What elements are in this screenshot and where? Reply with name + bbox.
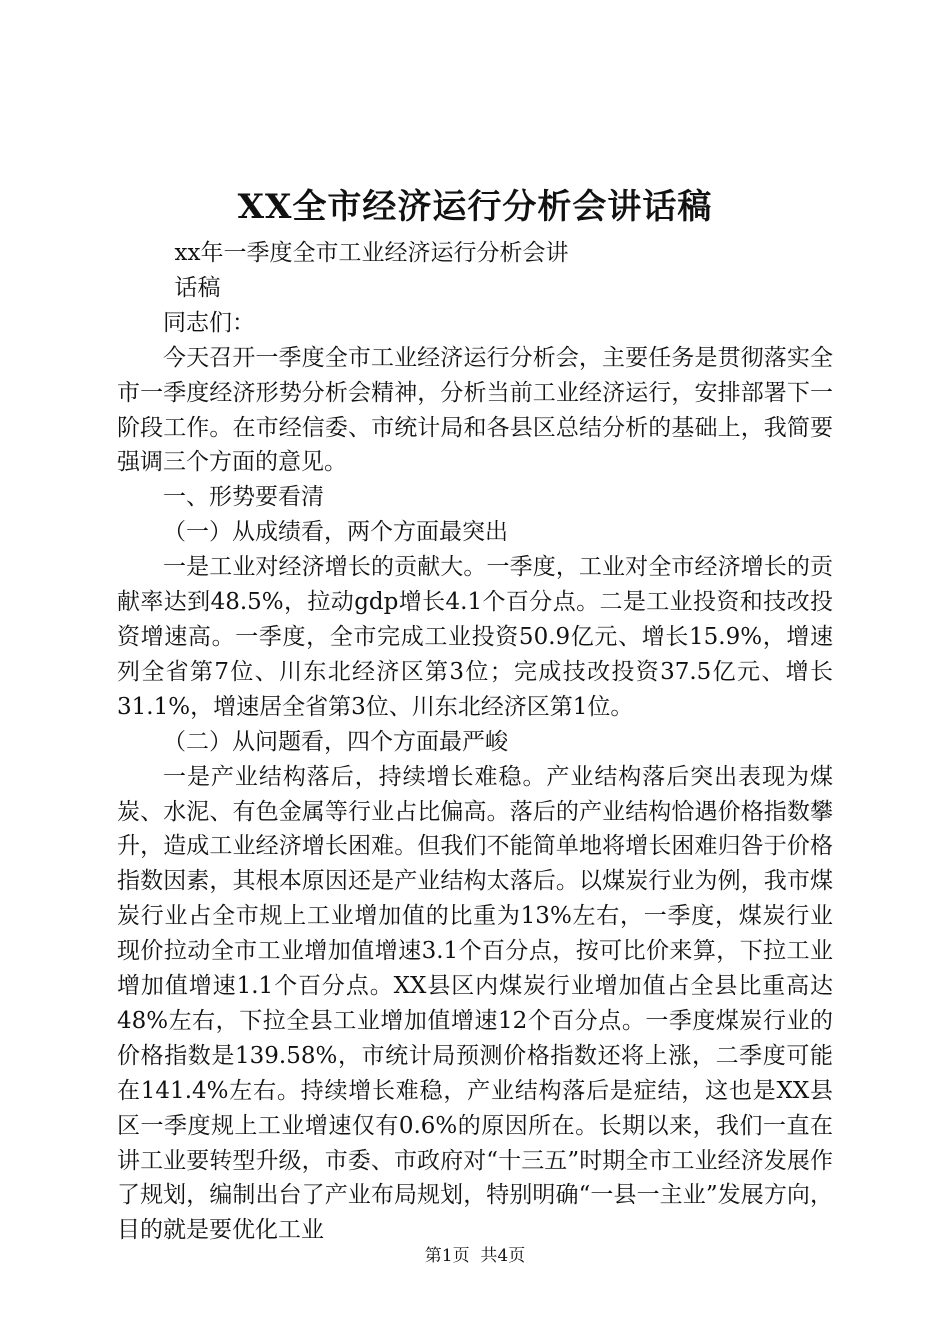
page-number: 第1页 共4页 <box>424 1246 526 1266</box>
subsection-heading: （一）从成绩看，两个方面最突出 <box>163 519 508 546</box>
document-body <box>117 236 833 1248</box>
paragraph-intro: 今天召开一季度全市工业经济运行分析会，主要任务是贯彻落实全市一季度经济形势分析会精神，分析当前工业经济运行，安排部署下一阶段工作。在市经信委、市统计局和各县区总结分析的基础上，我简要强调三个方面的意见。 <box>117 344 833 476</box>
subsection-heading: （二）从问题看，四个方面最严峻 <box>163 728 508 755</box>
paragraph-problems: 一是产业结构落后，持续增长难稳。产业结构落后突出表现为煤炭、水泥、有色金属等行业占比偏高。落后的产业结构恰遇价格指数攀升，造成工业经济增长困难。但我们不能简单地将增长困难归咎于价格指数因素，其根本原因还是产业结构太落后。以煤炭行业为例，我市煤炭行业占全市规上工业增加值的比重为13%左右，一季度，煤炭行业现价拉动全市工业增加值增速3.1个百分点，按可比价来算，下拉工业增加值增速1.1个百分点。XX县区内煤炭行业增加值占全县比重高达48%左右，下拉全县工业增加值增速12个百分点。一季度煤炭行业的价格指数是139.58%，市统计局预测价格指数还将上涨，二季度可能在141.4%左右。持续增长难稳，产业结构落后是症结，这也是XX县区一季度规上工业增速仅有0.6%的原因所在。长期以来，我们一直在讲工业要转型升级，市委、市政府对“十三五”时期全市工业经济发展作了规划，编制出台了产业布局规划，特别明确“一县一主业”发展方向，目的就是要优化工业 <box>117 763 833 1244</box>
section-heading: 一、形势要看清 <box>163 484 324 511</box>
subtitle-line: xx年一季度全市工业经济运行分析会讲 <box>174 240 569 266</box>
salutation: 同志们： <box>163 309 255 336</box>
page-footer <box>0 1244 950 1268</box>
document-title: XX全市经济运行分析会讲话稿 <box>237 187 713 227</box>
subtitle-line-continued: 话稿 <box>174 274 221 301</box>
paragraph-achievements: 一是工业对经济增长的贡献大。一季度，工业对全市经济增长的贡献率达到48.5%，拉动gdp增长4.1个百分点。二是工业投资和技改投资增速高。一季度，全市完成工业投资50.9亿元、增长15.9%，增速列全省第7位、川东北经济区第3位；完成技改投资37.5亿元、增长31.1%，增速居全省第3位、川东北经济区第1位。 <box>117 554 833 720</box>
